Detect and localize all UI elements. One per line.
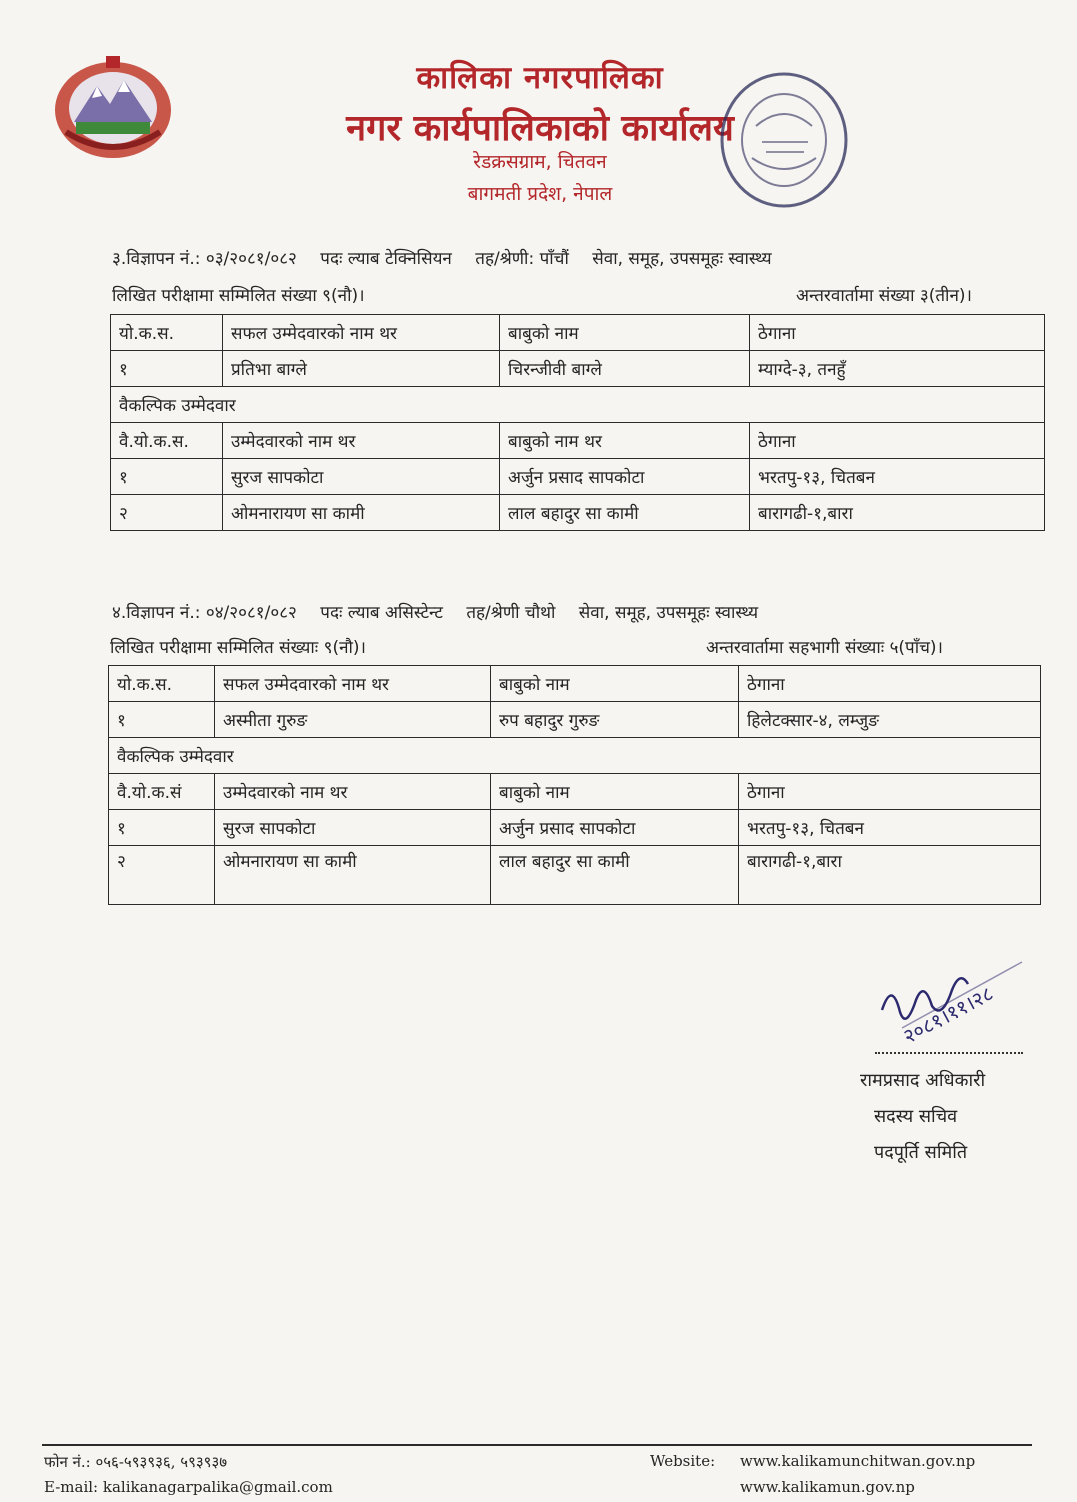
section4-level: तह/श्रेणी चौथो (466, 603, 556, 623)
column-header: उम्मेदवारको नाम थर (223, 423, 500, 459)
section3-results-table (110, 314, 1045, 531)
table-cell: ओमनारायण सा कामी (223, 495, 500, 531)
section4-written-count: लिखित परीक्षामा सम्मिलित संख्याः ९(नौ)। (110, 638, 366, 658)
section3-level: तह/श्रेणी: पाँचौं (475, 249, 569, 269)
alternate-title-row (109, 738, 1041, 774)
signature-date: २०८१।११।२८ (899, 981, 998, 1049)
column-header: ठेगाना (739, 774, 1041, 810)
footer-phone: फोन नं.: ०५६-५९३९३६, ५९३९३७ (44, 1453, 228, 1471)
table-cell: बारागढी-१,बारा (750, 495, 1045, 531)
table-cell: चिरन्जीवी बाग्ले (500, 351, 750, 387)
footer-website-1: www.kalikamunchitwan.gov.np (740, 1452, 976, 1470)
section3-post: पदः ल्याब टेक्निसियन (320, 249, 452, 269)
office-locality: रेडक्रसग्राम, चितवन (473, 151, 607, 173)
footer-email: E-mail: kalikanagarpalika@gmail.com (44, 1478, 333, 1496)
table-row (109, 702, 1041, 738)
table-header-row (111, 315, 1045, 351)
footer-divider (42, 1444, 1032, 1446)
signatory-name: रामप्रसाद अधिकारी (860, 1070, 986, 1091)
column-header: यो.क.स. (111, 315, 223, 351)
alternate-title-row (111, 387, 1045, 423)
table-cell: २ (109, 846, 215, 905)
column-header: सफल उम्मेदवारको नाम थर (223, 315, 500, 351)
table-header-row (109, 774, 1041, 810)
table-cell: अस्मीता गुरुङ (215, 702, 491, 738)
table-cell: १ (109, 702, 215, 738)
signature-line (875, 1052, 1023, 1054)
section3-written-count: लिखित परीक्षामा सम्मिलित संख्या ९(नौ)। (112, 286, 365, 306)
table-row (109, 846, 1041, 905)
column-header: सफल उम्मेदवारको नाम थर (215, 666, 491, 702)
section4-service: सेवा, समूह, उपसमूहः स्वास्थ्य (578, 603, 759, 623)
signatory-role: सदस्य सचिव (874, 1106, 958, 1127)
signatory-committee: पदपूर्ति समिति (874, 1142, 968, 1163)
table-cell: भरतपु-१३, चितबन (739, 810, 1041, 846)
column-header: बाबुको नाम (491, 666, 739, 702)
table-cell: ओमनारायण सा कामी (215, 846, 491, 905)
section4-ad-number: ४.विज्ञापन नं.: ०४/२०८१/०८२ (112, 603, 297, 623)
footer-website-label: Website: (650, 1452, 716, 1470)
table-cell: हिलेटक्सार-४, लम्जुङ (739, 702, 1041, 738)
column-header: बाबुको नाम (500, 315, 750, 351)
table-cell: प्रतिभा बाग्ले (223, 351, 500, 387)
table-cell: म्याग्दे-३, तनहुँ (750, 351, 1045, 387)
column-header: वै.यो.क.सं (109, 774, 215, 810)
table-row (111, 459, 1045, 495)
table-cell: लाल बहादुर सा कामी (500, 495, 750, 531)
column-header: बाबुको नाम थर (500, 423, 750, 459)
alternate-candidates-title: वैकल्पिक उम्मेदवार (111, 387, 1045, 423)
column-header: ठेगाना (739, 666, 1041, 702)
table-row (111, 495, 1045, 531)
section4-results-table (108, 665, 1041, 905)
table-cell: सुरज सापकोटा (223, 459, 500, 495)
table-cell: अर्जुन प्रसाद सापकोटा (491, 810, 739, 846)
table-cell: बारागढी-१,बारा (739, 846, 1041, 905)
column-header: यो.क.स. (109, 666, 215, 702)
government-emblem (52, 52, 174, 162)
office-seal-stamp (712, 62, 860, 230)
table-cell: रुप बहादुर गुरुङ (491, 702, 739, 738)
table-row (111, 351, 1045, 387)
handwritten-signature (872, 940, 1042, 1060)
table-cell: भरतपु-१३, चितबन (750, 459, 1045, 495)
section4-post: पदः ल्याब असिस्टेन्ट (320, 603, 443, 623)
table-row (109, 810, 1041, 846)
alternate-candidates-title: वैकल्पिक उम्मेदवार (109, 738, 1041, 774)
table-cell: १ (111, 351, 223, 387)
column-header: उम्मेदवारको नाम थर (215, 774, 491, 810)
office-province: बागमती प्रदेश, नेपाल (467, 183, 613, 205)
column-header: ठेगाना (750, 423, 1045, 459)
column-header: ठेगाना (750, 315, 1045, 351)
table-cell: सुरज सापकोटा (215, 810, 491, 846)
table-cell: १ (109, 810, 215, 846)
table-header-row (109, 666, 1041, 702)
table-header-row (111, 423, 1045, 459)
column-header: बाबुको नाम (491, 774, 739, 810)
section4-interview-count: अन्तरवार्तामा सहभागी संख्याः ५(पाँच)। (706, 638, 943, 658)
table-cell: लाल बहादुर सा कामी (491, 846, 739, 905)
table-cell: २ (111, 495, 223, 531)
section4-meta-line (112, 600, 776, 623)
office-name: नगर कार्यपालिकाको कार्यालय (346, 108, 734, 149)
section3-ad-number: ३.विज्ञापन नं.: ०३/२०८१/०८२ (112, 249, 297, 269)
section3-meta-line (112, 246, 790, 269)
section3-interview-count: अन्तरवार्तामा संख्या ३(तीन)। (796, 286, 972, 306)
table-cell: अर्जुन प्रसाद सापकोटा (500, 459, 750, 495)
section3-service: सेवा, समूह, उपसमूहः स्वास्थ्य (592, 249, 772, 269)
column-header: वै.यो.क.स. (111, 423, 223, 459)
footer-website-2: www.kalikamun.gov.np (740, 1478, 915, 1496)
municipality-name: कालिका नगरपालिका (416, 60, 664, 96)
table-cell: १ (111, 459, 223, 495)
